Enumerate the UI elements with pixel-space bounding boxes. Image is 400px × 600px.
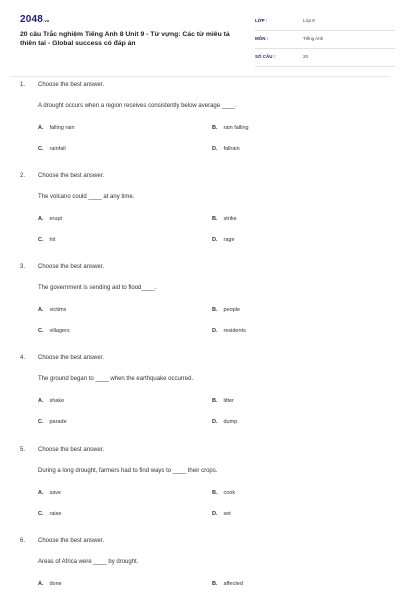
question-number: 3. [20, 264, 26, 270]
option-d[interactable] [212, 237, 235, 243]
question-stem: The volcano could ____ at any time. [38, 194, 135, 200]
option-letter: B. [212, 490, 218, 496]
document-meta [255, 17, 395, 71]
option-letter: C. [38, 419, 44, 425]
option-c[interactable] [38, 511, 61, 517]
question-instruction: Choose the best answer. [38, 447, 105, 453]
document-header [20, 14, 380, 72]
question-instruction: Choose the best answer. [38, 82, 105, 88]
option-c[interactable] [38, 419, 67, 425]
option-letter: C. [38, 146, 44, 152]
meta-value: Lớp 8 [303, 18, 315, 23]
option-text: raise [49, 511, 62, 517]
option-text: villagers [49, 328, 70, 334]
option-a[interactable] [38, 307, 66, 313]
option-letter: D. [212, 237, 218, 243]
option-a[interactable] [38, 490, 61, 496]
option-text: save [49, 490, 62, 496]
question-stem: A drought occurs when a region receives consistently below average ____. [38, 103, 237, 109]
question-instruction: Choose the best answer. [38, 355, 105, 361]
option-text: set [223, 511, 231, 517]
option-letter: B. [212, 581, 218, 587]
meta-label: MÔN : [255, 36, 269, 41]
question-number: 5. [20, 447, 26, 453]
option-a[interactable] [38, 125, 75, 131]
option-b[interactable] [212, 216, 237, 222]
option-a[interactable] [38, 398, 64, 404]
option-letter: C. [38, 511, 44, 517]
option-text: litter [223, 398, 234, 404]
option-c[interactable] [38, 146, 66, 152]
option-a[interactable] [38, 581, 62, 587]
question-stem: Areas of Africa were ____ by drought. [38, 559, 139, 565]
question-instruction: Choose the best answer. [38, 538, 105, 544]
option-letter: D. [212, 328, 218, 334]
question-instruction: Choose the best answer. [38, 264, 105, 270]
option-text: rain falling [223, 125, 249, 131]
option-text: done [49, 581, 62, 587]
question-stem: During a long drought, farmers had to find ways to ____ their crops. [38, 468, 218, 474]
option-b[interactable] [212, 125, 249, 131]
question-number: 1. [20, 82, 26, 88]
meta-row-subject [255, 35, 395, 49]
meta-value: Tiếng Anh [303, 36, 324, 41]
logo-text: 2048 [20, 14, 44, 25]
option-letter: D. [212, 146, 218, 152]
option-text: strike [223, 216, 237, 222]
option-a[interactable] [38, 216, 62, 222]
option-text: shake [49, 398, 65, 404]
option-letter: B. [212, 125, 218, 131]
option-letter: D. [212, 511, 218, 517]
option-c[interactable] [38, 237, 55, 243]
option-text: affected [223, 581, 243, 587]
site-logo[interactable] [20, 14, 49, 25]
question-number: 2. [20, 173, 26, 179]
option-text: hit [49, 237, 56, 243]
option-text: falling rain [49, 125, 75, 131]
option-b[interactable] [212, 581, 243, 587]
option-letter: B. [212, 398, 218, 404]
meta-label: SỐ CÂU : [255, 54, 276, 59]
meta-row-count [255, 53, 395, 67]
option-letter: A. [38, 125, 44, 131]
option-text: cook [223, 490, 236, 496]
option-d[interactable] [212, 511, 231, 517]
option-text: people [223, 307, 241, 313]
option-letter: B. [212, 216, 218, 222]
logo-suffix: .vn [43, 18, 50, 23]
option-text: residents [223, 328, 246, 334]
question-instruction: Choose the best answer. [38, 173, 105, 179]
option-text: victims [49, 307, 67, 313]
option-c[interactable] [38, 328, 70, 334]
meta-value: 20 [303, 54, 309, 59]
option-letter: A. [38, 490, 44, 496]
question-number: 4. [20, 355, 26, 361]
meta-row-class [255, 17, 395, 31]
option-letter: C. [38, 237, 44, 243]
question-stem: The government is sending aid to flood____. [38, 285, 157, 291]
option-d[interactable] [212, 328, 246, 334]
option-letter: B. [212, 307, 218, 313]
option-letter: D. [212, 419, 218, 425]
option-text: fallrain [223, 146, 240, 152]
option-letter: A. [38, 398, 44, 404]
option-b[interactable] [212, 490, 235, 496]
option-d[interactable] [212, 419, 237, 425]
option-text: rage [223, 237, 235, 243]
option-letter: A. [38, 581, 44, 587]
option-letter: A. [38, 307, 44, 313]
question-stem: The ground began to ____ when the earthquake occurred. [38, 376, 194, 382]
option-letter: A. [38, 216, 44, 222]
header-divider [10, 76, 390, 77]
option-d[interactable] [212, 146, 240, 152]
question-number: 6. [20, 538, 26, 544]
option-b[interactable] [212, 307, 240, 313]
option-text: parade [49, 419, 67, 425]
option-letter: C. [38, 328, 44, 334]
option-text: erupt [49, 216, 63, 222]
document-title: 20 câu Trắc nghiệm Tiếng Anh 8 Unit 9 - Từ vựng: Các từ miêu tả thiên tai - Global success có đáp án [20, 31, 230, 47]
option-text: dump [223, 419, 238, 425]
option-b[interactable] [212, 398, 234, 404]
meta-label: LỚP : [255, 18, 268, 23]
option-text: rainfall [49, 146, 66, 152]
